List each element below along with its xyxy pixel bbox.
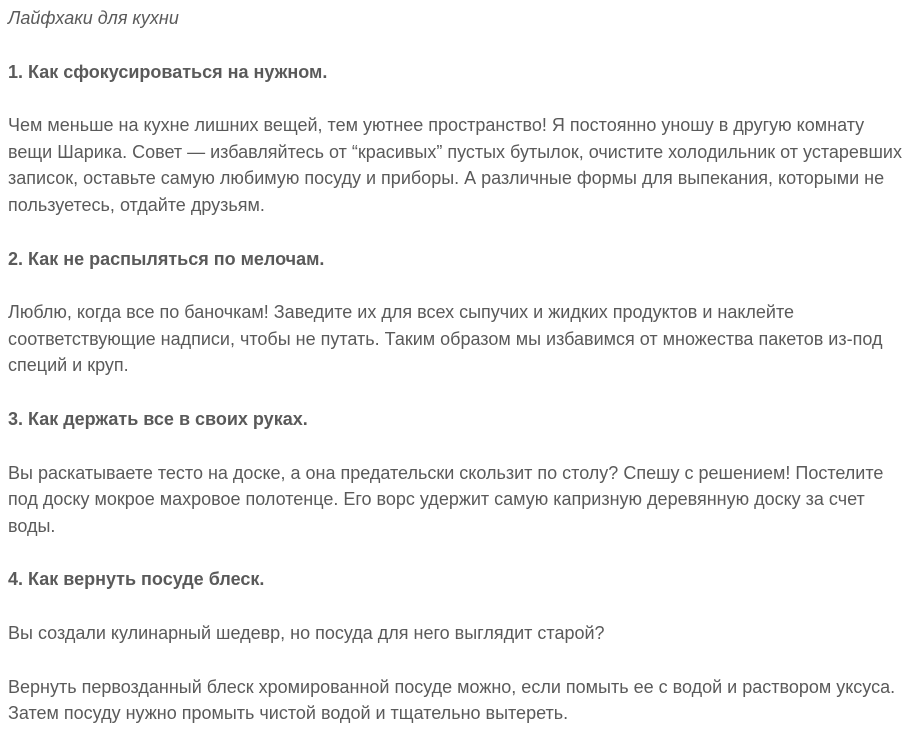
section-heading-2: 2. Как не распыляться по мелочам.: [8, 248, 325, 269]
section-paragraph-3-1: Вы раскатываете тесто на доске, а она предательски скользит по столу? Спешу с решением! Постелите под доску мокрое махровое полотенце. Его ворс удержит самую капризную деревянную доску за счет воды.: [8, 462, 884, 536]
section-heading-3: 3. Как держать все в своих руках.: [8, 408, 308, 429]
section-paragraph-4-2: Вернуть первозданный блеск хромированной посуде можно, если помыть ее с водой и раствором уксуса. Затем посуду нужно промыть чистой водой и тщательно вытереть.: [8, 676, 896, 724]
section-paragraph-1-1: Чем меньше на кухне лишних вещей, тем уютнее пространство! Я постоянно уношу в другую комнату вещи Шарика. Совет — избавляйтесь от “красивых” пустых бутылок, очистите холодильник от устаревших записок, оставьте самую любимую посуду и приборы. А различные формы для выпекания, которыми не пользуетесь, отдайте друзьям.: [8, 115, 902, 215]
section-heading-1: 1. Как сфокусироваться на нужном.: [8, 61, 328, 82]
section-heading-4: 4. Как вернуть посуде блеск.: [8, 569, 265, 590]
article-title: Лайфхаки для кухни: [8, 8, 179, 28]
section-paragraph-4-1: Вы создали кулинарный шедевр, но посуда для него выглядит старой?: [8, 622, 605, 643]
section-paragraph-2-1: Люблю, когда все по баночкам! Заведите их для всех сыпучих и жидких продуктов и наклейте соответствующие надписи, чтобы не путать. Таким образом мы избавимся от множества пакетов из-под специй и круп.: [8, 302, 883, 376]
